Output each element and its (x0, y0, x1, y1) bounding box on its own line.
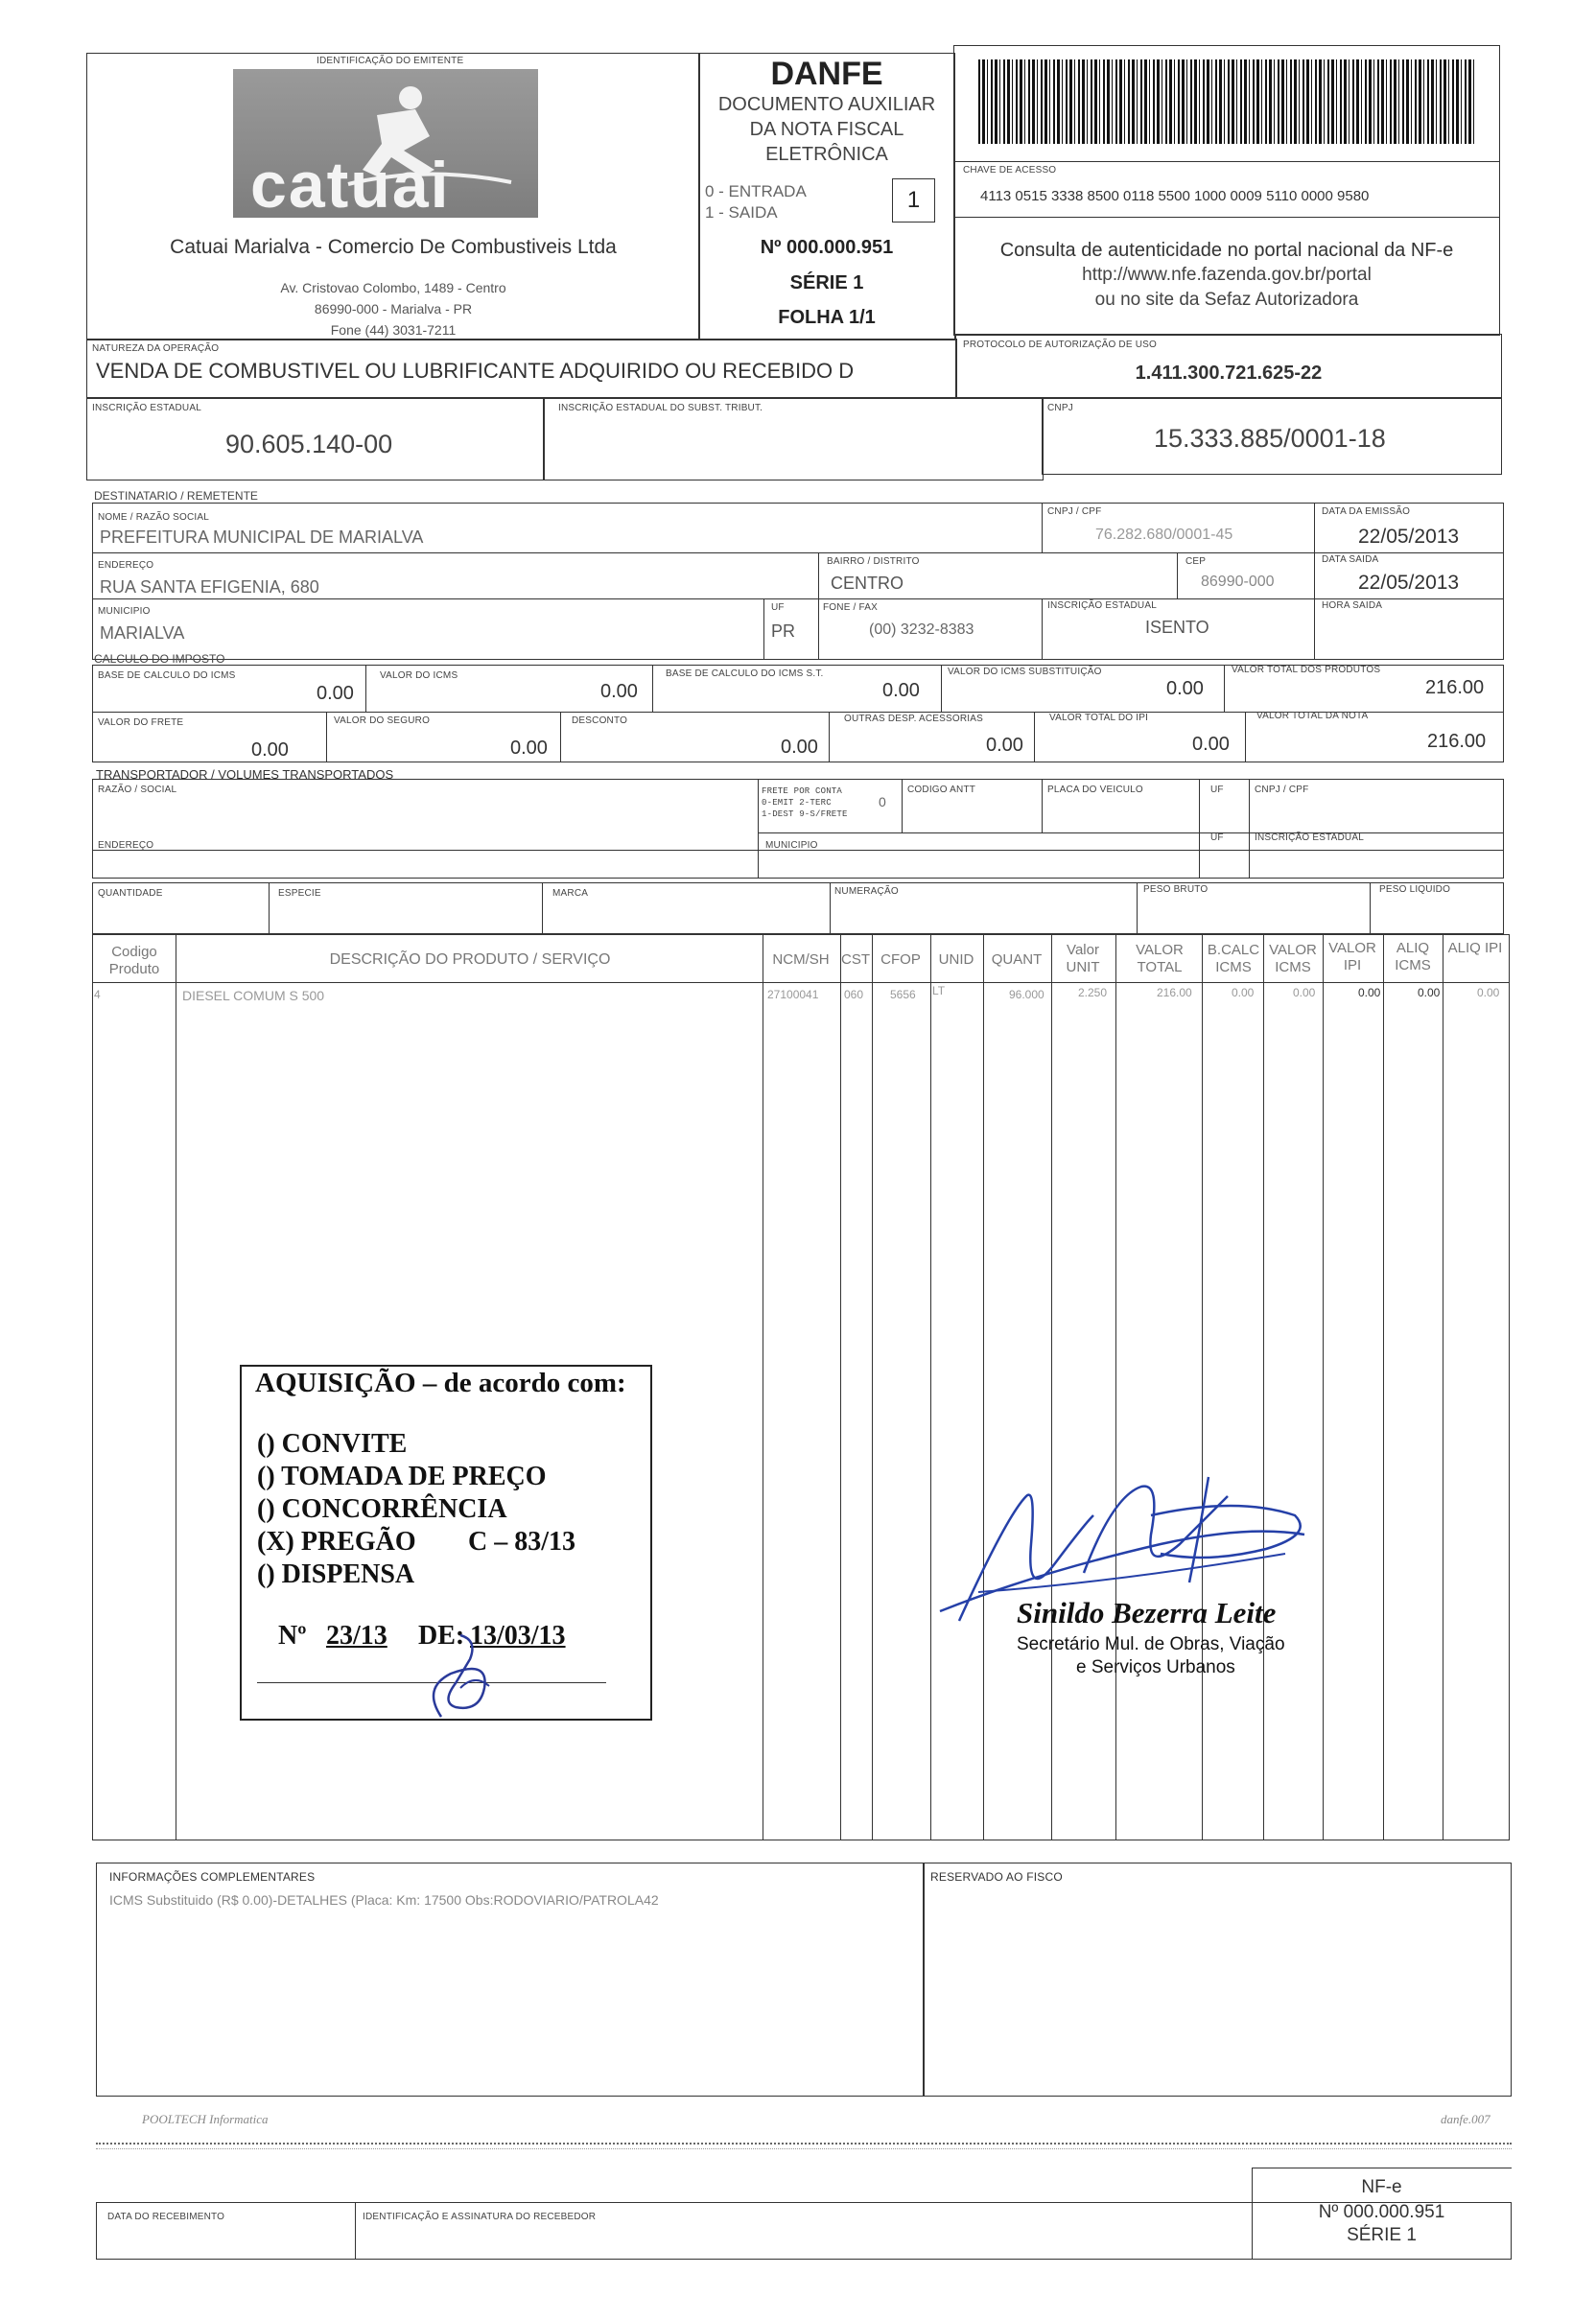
logo-wordmark: catuai (250, 149, 451, 218)
danfe-folha: FOLHA 1/1 (778, 307, 876, 328)
transp-cnpj-label: CNPJ / CPF (1255, 785, 1309, 795)
row-bcalc-icms: 0.00 (1232, 986, 1255, 999)
imposto-r2-value-6: 216.00 (1427, 731, 1487, 752)
volumes-numeracao-label: NUMERAÇÃO (834, 886, 899, 897)
transp-col-uf (1199, 779, 1200, 879)
row-aliq-icms: 0.00 (1418, 986, 1441, 999)
dest-municipio: MARIALVA (100, 623, 185, 643)
produtos-column-divider (1115, 934, 1116, 1840)
fisco-box (923, 1863, 1512, 2097)
col-header-valor-unit: Valor UNIT (1066, 942, 1100, 975)
transp-frete-line-1: FRETE POR CONTA (762, 786, 843, 796)
produtos-column-divider (1323, 934, 1324, 1840)
dest-ie: ISENTO (1145, 618, 1209, 637)
volumes-especie-label: ESPECIE (278, 888, 321, 899)
canhoto-nfe: NF-e (1361, 2177, 1402, 2197)
imposto-r2-value-1: 0.00 (251, 739, 289, 761)
transp-col-frete (758, 779, 759, 879)
natureza-value: VENDA DE COMBUSTIVEL OU LUBRIFICANTE ADQUIRIDO OU RECEBIDO D (96, 359, 855, 383)
protocolo-label: PROTOCOLO DE AUTORIZAÇÃO DE USO (963, 340, 1157, 350)
volumes-col-1 (269, 882, 270, 934)
stamp-option-concorrencia: () CONCORRÊNCIA (257, 1494, 507, 1524)
dest-col-uf (763, 598, 764, 660)
transp-antt-label: CODIGO ANTT (907, 785, 976, 795)
dest-row-divider-1 (92, 552, 1504, 553)
imposto-r2-label-3: DESCONTO (572, 715, 628, 726)
stamp-initials-signature (403, 1621, 518, 1726)
chave-value: 4113 0515 3338 8500 0118 5500 1000 0009 5110 0000 9580 (980, 188, 1370, 204)
signatory-title-1: Secretário Mul. de Obras, Viação (1017, 1634, 1285, 1654)
imposto-r2-value-5: 0.00 (1192, 734, 1230, 755)
dest-nome: PREFEITURA MUNICIPAL DE MARIALVA (100, 527, 424, 547)
canhoto-recebimento-label: DATA DO RECEBIMENTO (107, 2212, 225, 2222)
consulta-line-2: http://www.nfe.fazenda.gov.br/portal (1082, 265, 1372, 285)
dest-cnpj: 76.282.680/0001-45 (1095, 527, 1233, 543)
produtos-column-divider (930, 934, 931, 1840)
dest-municipio-label: MUNICIPIO (98, 606, 151, 617)
imposto-r1-col-4 (1224, 665, 1225, 712)
emitente-name: Catuai Marialva - Comercio De Combustiveis Ltda (170, 236, 617, 258)
row-unid: LT (932, 984, 946, 997)
col-header-descricao: DESCRIÇÃO DO PRODUTO / SERVIÇO (329, 951, 611, 968)
emitente-address: Av. Cristovao Colombo, 1489 - Centro (280, 280, 506, 295)
canhoto-numero: Nº 000.000.951 (1318, 2202, 1445, 2222)
stamp-option-pregao: (X) PREGÃO (257, 1527, 416, 1557)
row-ncm: 27100041 (767, 988, 819, 1001)
transp-frete-line-2: 0-EMIT 2-TERC (762, 798, 832, 808)
volumes-peso-liquido-label: PESO LIQUIDO (1379, 884, 1451, 895)
imposto-r2-label-6: VALOR TOTAL DA NOTA (1256, 711, 1369, 721)
destinatario-section-title: DESTINATARIO / REMETENTE (94, 489, 258, 503)
imposto-r2-col-2 (560, 712, 561, 762)
natureza-label: NATUREZA DA OPERAÇÃO (92, 343, 220, 354)
produtos-column-divider (840, 934, 841, 1840)
imposto-r1-value-3: 0.00 (882, 680, 920, 701)
col-header-cst: CST (841, 951, 870, 968)
transp-col-cnpj (1249, 779, 1250, 879)
dest-emissao-label: DATA DA EMISSÃO (1322, 506, 1411, 517)
imposto-r2-col-1 (326, 712, 327, 762)
cnpj-value: 15.333.885/0001-18 (1154, 424, 1386, 453)
col-header-valor-total: VALOR TOTAL (1136, 942, 1184, 975)
stamp-option-tomada: () TOMADA DE PREÇO (257, 1462, 547, 1491)
dest-saida-label: DATA SAIDA (1322, 554, 1379, 565)
dest-hora-label: HORA SAIDA (1322, 600, 1383, 611)
danfe-numero: Nº 000.000.951 (760, 237, 894, 258)
transp-col-antt (902, 779, 903, 832)
col-header-unid: UNID (938, 951, 974, 968)
consulta-line-1: Consulta de autenticidade no portal nacional da NF-e (999, 240, 1454, 261)
dest-uf-label: UF (771, 602, 785, 613)
col-header-aliq-icms: ALIQ ICMS (1395, 940, 1431, 973)
fisco-label: RESERVADO AO FISCO (930, 1870, 1063, 1884)
danfe-title: DANFE (770, 56, 883, 92)
imposto-r1-label-1: BASE DE CALCULO DO ICMS (98, 670, 236, 681)
dest-bairro: CENTRO (831, 574, 904, 593)
produtos-column-divider (1263, 934, 1264, 1840)
produtos-column-divider (872, 934, 873, 1840)
row-valor-ipi: 0.00 (1358, 986, 1381, 999)
emitente-phone: Fone (44) 3031-7211 (330, 322, 457, 338)
row-valor-icms: 0.00 (1293, 986, 1316, 999)
volumes-col-3 (830, 882, 831, 934)
col-header-valor-icms: VALOR ICMS (1269, 942, 1317, 975)
danfe-subtitle-1: DOCUMENTO AUXILIAR (717, 94, 936, 115)
transp-frete-line-3: 1-DEST 9-S/FRETE (762, 809, 848, 819)
consulta-line-3: ou no site da Sefaz Autorizadora (1094, 290, 1359, 310)
imposto-r1-col-3 (941, 665, 942, 712)
imposto-r2-value-4: 0.00 (986, 735, 1023, 756)
imposto-r1-col-2 (652, 665, 653, 712)
produtos-column-divider (983, 934, 984, 1840)
col-header-cfop: CFOP (880, 951, 921, 968)
volumes-marca-label: MARCA (552, 888, 589, 899)
chave-divider-2 (953, 217, 1500, 218)
transp-col-placa (1042, 779, 1043, 832)
ie-st-label: INSCRIÇÃO ESTADUAL DO SUBST. TRIBUT. (558, 403, 763, 413)
tipo-entrada: 0 - ENTRADA (705, 182, 807, 200)
imposto-r2-value-3: 0.00 (781, 737, 818, 758)
col-header-bcalc-icms: B.CALC ICMS (1207, 942, 1260, 975)
imposto-r2-label-4: OUTRAS DESP. ACESSORIAS (844, 714, 984, 724)
dest-col-cep (1177, 552, 1178, 598)
dest-uf: PR (771, 621, 796, 641)
stamp-data: 13/03/13 (470, 1621, 566, 1651)
stamp-option-dispensa: () DISPENSA (257, 1559, 415, 1589)
canhoto-serie: SÉRIE 1 (1347, 2225, 1417, 2245)
dest-emissao: 22/05/2013 (1358, 526, 1460, 548)
dest-col-dates (1314, 503, 1315, 660)
col-header-codigo: Codigo Produto (108, 944, 160, 977)
imposto-r2-label-5: VALOR TOTAL DO IPI (1049, 713, 1149, 723)
footer-form-id: danfe.007 (1441, 2112, 1490, 2126)
emitente-city: 86990-000 - Marialva - PR (314, 301, 473, 316)
volumes-col-4 (1137, 882, 1138, 934)
imposto-r2-value-2: 0.00 (510, 738, 548, 759)
transportador-section-title: TRANSPORTADOR / VOLUMES TRANSPORTADOS (96, 767, 394, 782)
danfe-subtitle-2: DA NOTA FISCAL (749, 119, 904, 140)
info-value: ICMS Substituido (R$ 0.00)-DETALHES (Placa: Km: 17500 Obs:RODOVIARIO/PATROLA42 (109, 1892, 659, 1908)
row-descricao: DIESEL COMUM S 500 (182, 988, 325, 1003)
dest-row-divider-2 (92, 598, 1504, 599)
signatory-title-2: e Serviços Urbanos (1076, 1657, 1235, 1677)
imposto-r2-col-5 (1245, 712, 1246, 762)
col-header-quant: QUANT (991, 951, 1043, 968)
imposto-r1-value-5: 216.00 (1425, 677, 1485, 698)
produtos-column-divider (1202, 934, 1203, 1840)
transp-frete-value: 0 (879, 794, 886, 809)
footer-cut-line (96, 2143, 1512, 2145)
company-logo (233, 69, 538, 218)
chave-divider (953, 161, 1500, 162)
footer-cut-line-2 (96, 2148, 1512, 2149)
transp-placa-label: PLACA DO VEICULO (1047, 785, 1143, 795)
transp-municipio-label: MUNICIPIO (765, 840, 818, 851)
dest-fone-label: FONE / FAX (823, 602, 879, 613)
dest-endereco-label: ENDEREÇO (98, 560, 154, 571)
stamp-option-convite: () CONVITE (257, 1429, 408, 1459)
footer-software: POOLTECH Informatica (142, 2112, 269, 2126)
dest-col-bairro (818, 552, 819, 598)
produtos-column-divider (1051, 934, 1052, 1840)
imposto-section-title: CALCULO DO IMPOSTO (94, 652, 225, 666)
row-valor-total: 216.00 (1157, 986, 1192, 999)
imposto-r1-value-2: 0.00 (600, 681, 638, 702)
col-header-aliq-ipi: ALIQ IPI (1447, 940, 1503, 956)
dest-bairro-label: BAIRRO / DISTRITO (827, 556, 920, 567)
dest-nome-label: NOME / RAZÃO SOCIAL (98, 512, 210, 523)
tipo-value: 1 (906, 187, 921, 213)
stamp-data-label: DE: (418, 1621, 465, 1651)
volumes-quantidade-label: QUANTIDADE (98, 888, 163, 899)
produtos-header-divider (92, 982, 1510, 983)
imposto-r2-label-2: VALOR DO SEGURO (334, 715, 431, 726)
volumes-peso-bruto-label: PESO BRUTO (1143, 884, 1209, 895)
transp-uf-label: UF (1210, 785, 1224, 795)
signatory-name: Sinildo Bezerra Leite (1017, 1596, 1277, 1629)
protocolo-value: 1.411.300.721.625-22 (1135, 363, 1323, 384)
emitente-header-label: IDENTIFICAÇÃO DO EMITENTE (317, 56, 464, 66)
imposto-r1-value-4: 0.00 (1166, 678, 1204, 699)
volumes-col-2 (542, 882, 543, 934)
imposto-r1-label-5: VALOR TOTAL DOS PRODUTOS (1232, 665, 1381, 675)
stamp-pregao-ref: C – 83/13 (468, 1527, 575, 1557)
dest-col-cnpj (1042, 503, 1043, 552)
dest-col-fone (818, 598, 819, 660)
dest-endereco: RUA SANTA EFIGENIA, 680 (100, 577, 319, 597)
col-header-ncm: NCM/SH (772, 951, 830, 968)
stamp-title: AQUISIÇÃO – de acordo com: (255, 1368, 626, 1398)
row-aliq-ipi: 0.00 (1477, 986, 1500, 999)
transp-ie-label: INSCRIÇÃO ESTADUAL (1255, 832, 1364, 843)
cnpj-label: CNPJ (1047, 403, 1073, 413)
canhoto-identificacao-label: IDENTIFICAÇÃO E ASSINATURA DO RECEBEDOR (363, 2212, 597, 2222)
transp-endereco-label: ENDEREÇO (98, 840, 154, 851)
dest-cnpj-label: CNPJ / CPF (1047, 506, 1102, 517)
row-codigo: 4 (94, 988, 101, 1001)
dest-saida: 22/05/2013 (1358, 572, 1460, 594)
imposto-r1-value-1: 0.00 (317, 683, 354, 704)
imposto-r1-label-4: VALOR DO ICMS SUBSTITUIÇÃO (948, 667, 1102, 677)
produtos-column-divider (1383, 934, 1384, 1840)
dest-col-ie (1042, 598, 1043, 660)
imposto-r1-label-2: VALOR DO ICMS (380, 670, 458, 681)
dest-cep: 86990-000 (1201, 574, 1275, 590)
imposto-r2-col-3 (829, 712, 830, 762)
stamp-numero-label: Nº (278, 1621, 307, 1651)
dest-cep-label: CEP (1185, 556, 1207, 567)
stamp-numero: 23/13 (326, 1621, 387, 1651)
row-cfop: 5656 (890, 988, 916, 1001)
ie-label: INSCRIÇÃO ESTADUAL (92, 403, 201, 413)
transp-uf2-label: UF (1210, 832, 1224, 843)
ie-value: 90.605.140-00 (225, 430, 393, 458)
info-label: INFORMAÇÕES COMPLEMENTARES (109, 1870, 316, 1884)
transp-razao-label: RAZÃO / SOCIAL (98, 785, 177, 795)
row-valor-unit: 2.250 (1078, 986, 1108, 999)
barcode (978, 59, 1475, 144)
chave-label: CHAVE DE ACESSO (963, 165, 1057, 176)
imposto-r1-label-3: BASE DE CALCULO DO ICMS S.T. (666, 668, 824, 679)
tipo-saida: 1 - SAIDA (705, 203, 778, 222)
canhoto-col-1 (355, 2202, 356, 2260)
dest-fone: (00) 3232-8383 (869, 621, 974, 638)
transp-row-divider (758, 832, 1504, 833)
col-header-valor-ipi: VALOR IPI (1328, 940, 1376, 973)
row-cst: 060 (844, 988, 864, 1001)
danfe-serie: SÉRIE 1 (789, 272, 864, 293)
imposto-r2-label-1: VALOR DO FRETE (98, 717, 184, 728)
danfe-subtitle-3: ELETRÔNICA (765, 144, 888, 165)
dest-ie-label: INSCRIÇÃO ESTADUAL (1047, 600, 1157, 611)
imposto-r2-col-4 (1034, 712, 1035, 762)
row-quant: 96.000 (1009, 988, 1044, 1001)
imposto-r1-col-1 (365, 665, 366, 712)
volumes-col-5 (1370, 882, 1371, 934)
